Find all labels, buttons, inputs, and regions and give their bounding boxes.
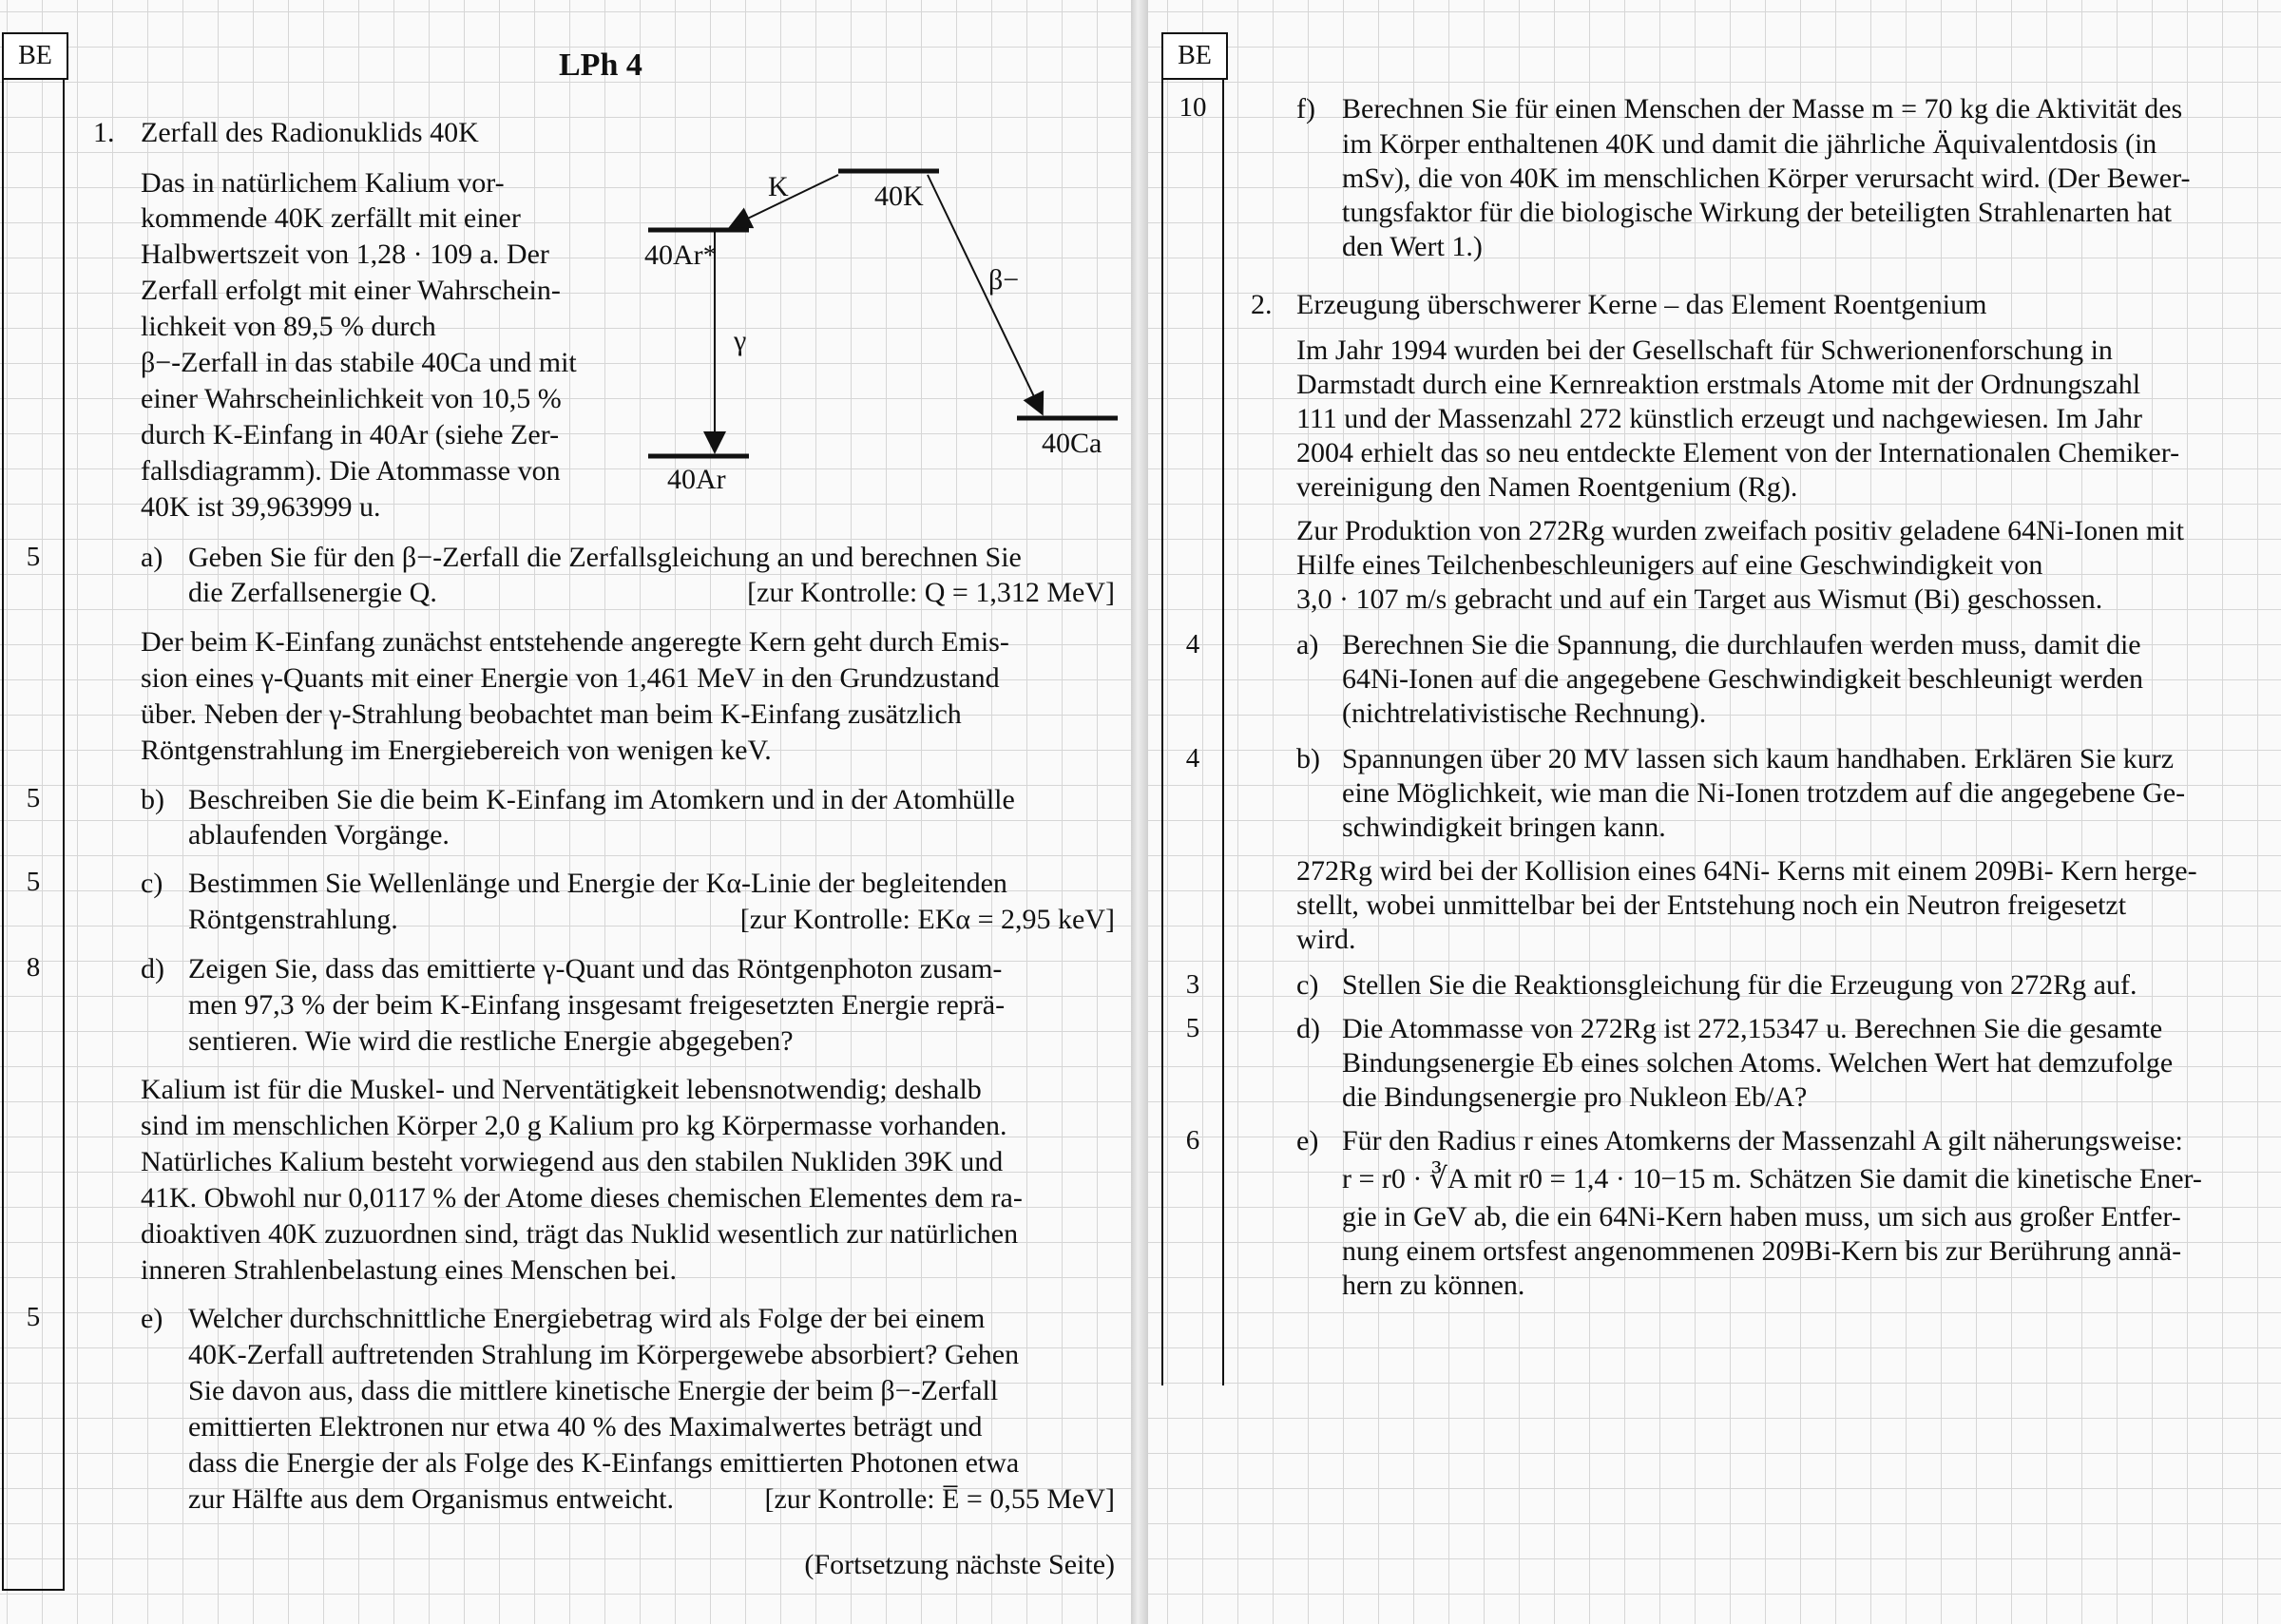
text-line: Natürliches Kalium besteht vorwiegend aus den stabilen Nukliden 39K und xyxy=(141,1146,1004,1177)
points-1e: 5 xyxy=(26,1302,41,1332)
task-text: Sie davon aus, dass die mittlere kinetische Energie der beim β−-Zerfall xyxy=(188,1375,999,1406)
text-line: 272Rg wird bei der Kollision eines 64Ni- Kerns mit einem 209Bi- Kern herge- xyxy=(1296,855,2197,887)
text-line: Im Jahr 1994 wurden bei der Gesellschaft für Schwerionenforschung in xyxy=(1296,334,2113,366)
task-text: Zeigen Sie, dass das emittierte γ-Quant und das Röntgenphoton zusam- xyxy=(188,953,1003,984)
label-beta: β− xyxy=(988,264,1020,296)
task-letter: d) xyxy=(141,953,164,984)
text-line: Zur Produktion von 272Rg wurden zweifach positiv geladene 64Ni-Ionen mit xyxy=(1296,515,2184,546)
points-1a: 5 xyxy=(26,542,41,572)
task-letter: c) xyxy=(1296,969,1319,1001)
text-line: kommende 40K zerfällt mit einer xyxy=(141,202,521,234)
task-text: den Wert 1.) xyxy=(1342,231,1483,262)
arrow-beta xyxy=(928,175,1042,412)
text-line: inneren Strahlenbelastung eines Menschen bei. xyxy=(141,1254,677,1286)
points-2a: 4 xyxy=(1185,629,1200,659)
text-line: über. Neben der γ-Strahlung beobachtet man beim K-Einfang zusätzlich xyxy=(141,698,962,730)
points-2d: 5 xyxy=(1185,1013,1200,1043)
task-letter: b) xyxy=(141,784,164,815)
text-line: stellt, wobei unmittelbar bei der Entstehung noch ein Neutron freigesetzt xyxy=(1296,889,2127,921)
label-40k: 40K xyxy=(874,181,924,212)
text-line: wird. xyxy=(1296,924,1356,955)
task-letter: e) xyxy=(1296,1125,1319,1156)
task-letter: d) xyxy=(1296,1013,1320,1044)
task-text: Geben Sie für den β−-Zerfall die Zerfallsgleichung an und berechnen Sie xyxy=(188,542,1022,573)
task-text: nung einem ortsfest angenommenen 209Bi-Kern bis zur Berührung annä- xyxy=(1342,1235,2182,1267)
task-text: schwindigkeit bringen kann. xyxy=(1342,812,1666,843)
label-gamma: γ xyxy=(734,325,747,356)
text-line: 3,0 · 107 m/s gebracht und auf ein Target aus Wismut (Bi) geschossen. xyxy=(1296,583,2103,615)
text-line: 2004 erhielt das so neu entdeckte Element von der Internationalen Chemiker- xyxy=(1296,437,2180,468)
be-column-header: BE xyxy=(1161,32,1228,80)
task-text: sentieren. Wie wird die restliche Energie abgegeben? xyxy=(188,1025,794,1057)
be-column xyxy=(2,78,65,1591)
task-text: Beschreiben Sie die beim K-Einfang im Atomkern und in der Atomhülle xyxy=(188,784,1015,815)
task-text: im Körper enthaltenen 40K und damit die jährliche Äquivalentdosis (in xyxy=(1342,128,2157,160)
text-line: Kalium ist für die Muskel- und Nerventätigkeit lebensnotwendig; deshalb xyxy=(141,1074,982,1105)
points-1d: 8 xyxy=(26,952,41,983)
section-heading: Erzeugung überschwerer Kerne – das Element Roentgenium xyxy=(1296,289,1987,320)
task-letter: f) xyxy=(1296,93,1315,124)
right-page xyxy=(1148,0,2281,1624)
control-value: [zur Kontrolle: E̅ = 0,55 MeV] xyxy=(764,1483,1115,1515)
task-text: (nichtrelativistische Rechnung). xyxy=(1342,697,1707,729)
left-page xyxy=(0,0,1131,1624)
text-line: Das in natürlichem Kalium vor- xyxy=(141,167,505,199)
task-text: Stellen Sie die Reaktionsgleichung für die Erzeugung von 272Rg auf. xyxy=(1342,969,2137,1001)
text-line: Halbwertszeit von 1,28 · 109 a. Der xyxy=(141,239,549,270)
task-text: 40K-Zerfall auftretenden Strahlung im Körpergewebe absorbiert? Gehen xyxy=(188,1339,1020,1370)
task-text: Bestimmen Sie Wellenlänge und Energie der Kα-Linie der begleitenden xyxy=(188,868,1007,899)
task-text: dass die Energie der als Folge des K-Einfangs emittierten Photonen etwa xyxy=(188,1447,1020,1479)
task-text: hern zu können. xyxy=(1342,1270,1525,1301)
text-line: Der beim K-Einfang zunächst entstehende angeregte Kern geht durch Emis- xyxy=(141,626,1009,658)
text-line: lichkeit von 89,5 % durch xyxy=(141,311,436,342)
task-text: die Bindungsenergie pro Nukleon Eb/A? xyxy=(1342,1081,1808,1113)
points-2e: 6 xyxy=(1185,1125,1200,1156)
label-k: K xyxy=(768,171,789,202)
task-text: Berechnen Sie für einen Menschen der Masse m = 70 kg die Aktivität des xyxy=(1342,93,2183,124)
text-line: 111 und der Massenzahl 272 künstlich erzeugt und nachgewiesen. Im Jahr xyxy=(1296,403,2143,434)
task-text: Für den Radius r eines Atomkerns der Massenzahl A gilt näherungsweise: xyxy=(1342,1125,2183,1156)
label-40ar-excited: 40Ar* xyxy=(644,239,718,271)
task-letter: c) xyxy=(141,868,163,899)
text-line: sind im menschlichen Körper 2,0 g Kalium pro kg Körpermasse vorhanden. xyxy=(141,1110,1007,1141)
text-line: dioaktiven 40K zuzuordnen sind, trägt das Nuklid wesentlich zur natürlichen xyxy=(141,1218,1019,1250)
task-text: eine Möglichkeit, wie man die Ni-Ionen trotzdem auf die angegebene Ge- xyxy=(1342,777,2186,809)
points-1f: 10 xyxy=(1179,92,1207,123)
task-text: Berechnen Sie die Spannung, die durchlaufen werden muss, damit die xyxy=(1342,629,2141,660)
task-text: Bindungsenergie Eb eines solchen Atoms. Welchen Wert hat demzufolge xyxy=(1342,1047,2174,1079)
text-line: fallsdiagramm). Die Atommasse von xyxy=(141,455,561,487)
points-1b: 5 xyxy=(26,783,41,813)
task-text: zur Hälfte aus dem Organismus entweicht. xyxy=(188,1483,674,1515)
task-text: Welcher durchschnittliche Energiebetrag wird als Folge der bei einem xyxy=(188,1303,986,1334)
text-line: vereinigung den Namen Roentgenium (Rg). xyxy=(1296,471,1798,503)
text-line: Darmstadt durch eine Kernreaktion erstmals Atome mit der Ordnungszahl xyxy=(1296,369,2141,400)
section-number: 1. xyxy=(93,117,115,148)
text-line: β−-Zerfall in das stabile 40Ca und mit xyxy=(141,347,577,378)
task-text: men 97,3 % der beim K-Einfang insgesamt freigesetzten Energie reprä- xyxy=(188,989,1006,1021)
be-column xyxy=(1161,78,1224,1385)
text-line: 41K. Obwohl nur 0,0117 % der Atome dieses chemischen Elementes dem ra- xyxy=(141,1182,1023,1213)
control-value: [zur Kontrolle: Q = 1,312 MeV] xyxy=(747,577,1115,608)
task-text: r = r0 · ∛A mit r0 = 1,4 · 10−15 m. Schätzen Sie damit die kinetische Ener- xyxy=(1342,1163,2202,1194)
be-column-header: BE xyxy=(2,32,68,80)
task-text: mSv), die von 40K im menschlichen Körper verursacht wird. (Der Bewer- xyxy=(1342,162,2191,194)
task-text: gie in GeV ab, die ein 64Ni-Kern haben muss, um sich aus großer Entfer- xyxy=(1342,1201,2181,1232)
task-text: 64Ni-Ionen auf die angegebene Geschwindigkeit beschleunigt werden xyxy=(1342,663,2144,695)
points-1c: 5 xyxy=(26,867,41,897)
text-line: Röntgenstrahlung im Energiebereich von wenigen keV. xyxy=(141,735,772,766)
task-text: Spannungen über 20 MV lassen sich kaum handhaben. Erklären Sie kurz xyxy=(1342,743,2175,774)
points-2b: 4 xyxy=(1185,743,1200,774)
task-text: Röntgenstrahlung. xyxy=(188,904,398,935)
continuation-note: (Fortsetzung nächste Seite) xyxy=(804,1549,1115,1580)
task-letter: e) xyxy=(141,1303,163,1334)
text-line: durch K-Einfang in 40Ar (siehe Zer- xyxy=(141,419,560,450)
section-heading: Zerfall des Radionuklids 40K xyxy=(141,117,479,148)
control-value: [zur Kontrolle: EKα = 2,95 keV] xyxy=(739,904,1115,935)
task-letter: a) xyxy=(141,542,163,573)
page-title: LPh 4 xyxy=(559,48,642,83)
task-text: die Zerfallsenergie Q. xyxy=(188,577,437,608)
label-40ar: 40Ar xyxy=(667,464,726,495)
text-line: Zerfall erfolgt mit einer Wahrschein- xyxy=(141,275,561,306)
page-fold xyxy=(1131,0,1148,1624)
text-line: einer Wahrscheinlichkeit von 10,5 % xyxy=(141,383,562,414)
task-letter: a) xyxy=(1296,629,1319,660)
task-text: Die Atommasse von 272Rg ist 272,15347 u. Berechnen Sie die gesamte xyxy=(1342,1013,2163,1044)
label-40ca: 40Ca xyxy=(1042,428,1102,459)
task-text: ablaufenden Vorgänge. xyxy=(188,819,450,850)
section-number: 2. xyxy=(1251,289,1273,320)
points-2c: 3 xyxy=(1185,969,1200,1000)
text-line: Hilfe eines Teilchenbeschleunigers auf eine Geschwindigkeit von xyxy=(1296,549,2043,581)
task-text: tungsfaktor für die biologische Wirkung der beteiligten Strahlenarten hat xyxy=(1342,197,2172,228)
task-text: emittierten Elektronen nur etwa 40 % des Maximalwertes beträgt und xyxy=(188,1411,983,1442)
text-line: sion eines γ-Quants mit einer Energie von 1,461 MeV in den Grundzustand xyxy=(141,662,1000,694)
text-line: 40K ist 39,963999 u. xyxy=(141,491,381,523)
task-letter: b) xyxy=(1296,743,1320,774)
